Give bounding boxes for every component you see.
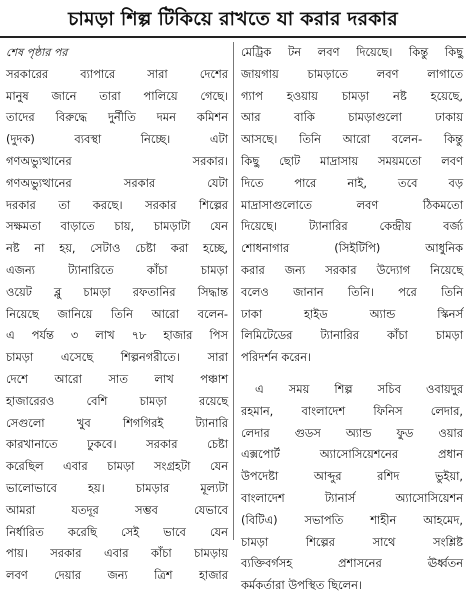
- text-line: গ্যাপ হওয়ায় চামড়া নষ্ট হয়েছে,: [241, 88, 463, 103]
- text-line: মানুষ জানে তারা পালিয়ে গেছে।: [6, 88, 228, 103]
- text-line: পরিদর্শন করেন।: [241, 350, 312, 365]
- text-line: নিয়েছে জানিয়ে তিনি আরো বলেন-: [6, 306, 228, 321]
- text-line: হাজারেরও বেশি চামড়া রয়েছে: [6, 393, 228, 408]
- text-line: সরকারের ব্যাপারে সারা দেশের: [6, 66, 228, 81]
- text-line: করেছিল এবার চামড়া সংগ্রহটা যেন: [6, 459, 228, 474]
- text-line: মাদ্রাসাগুলোতে লবণ ঠিকমতো: [241, 197, 463, 212]
- text-line: নির্ধারিত করেছি সেই ভাবে যেন: [6, 524, 228, 539]
- text-line: জায়গায় চামড়াতে লবণ লাগাতে: [241, 66, 463, 81]
- text-line: ওয়েট ব্লু চামড়া রফতানির সিদ্ধান্ত: [6, 284, 228, 299]
- text-line: আর বাকি চামড়াগুলো ঢাকায়: [241, 110, 463, 125]
- text-line: কিছু ছোট মাদ্রাসায় সময়মতো লবণ: [241, 153, 463, 168]
- text-line: এক্সপোর্ট অ্যাসোসিয়েশনের প্রধান: [241, 447, 463, 462]
- text-line: সেগুলো খুব শিগগিরই ট্যানারি: [6, 415, 228, 430]
- text-line: বলেও জানান তিনি। পরে তিনি: [241, 284, 463, 299]
- text-line: কারখানাতে ঢুকবে। সরকার চেষ্টা: [6, 437, 228, 452]
- text-line: ভালোভাবে হয়। চামড়ার মূল্যটা: [6, 480, 228, 495]
- text-line: ঢাকা হাইড অ্যান্ড স্কিনর্স: [241, 306, 463, 321]
- text-line: পায়। সরকার এবার কাঁচা চামড়ায়: [6, 546, 228, 561]
- text-line: নষ্ট না হয়, সেটাও চেষ্টা করা হচ্ছে,: [6, 241, 228, 256]
- text-line: করার জন্য সরকার উদ্যোগ নিয়েছে: [241, 262, 463, 277]
- text-line: গণঅভ্যুত্থানের সরকার।: [6, 153, 228, 168]
- text-line: লবণ দেয়ার জন্য ত্রিশ হাজার: [6, 568, 228, 583]
- text-line: এ পর্যন্ত ৩ লাখ ৭৮ হাজার পিস: [6, 328, 228, 343]
- text-line: তাদের বিরুদ্ধে দুর্নীতি দমন কমিশন: [6, 110, 228, 125]
- text-line: ব্যক্তিবর্গসহ প্রশাসনের ঊর্ধ্বতন: [241, 556, 463, 571]
- text-line: আসছে। তিনি আরো বলেন- কিন্তু: [241, 132, 463, 147]
- text-line: দিয়েছে। ট্যানারির কেন্দ্রীয় বর্জ্য: [241, 219, 463, 234]
- text-line: আমরা যতদূর সম্ভব যেভাবে: [6, 502, 228, 517]
- column-divider: [233, 42, 234, 540]
- text-line: উপদেষ্টা আব্দুর রশিদ ভুইয়া,: [241, 469, 463, 484]
- text-line: দিতে পারে নাই, তবে বড়: [241, 175, 463, 190]
- text-line: শোধনাগার (সিইটিপি) আধুনিক: [241, 241, 463, 256]
- right-column: [241, 42, 463, 593]
- paragraph-spacer: [241, 369, 463, 379]
- text-line: (দুদক) ব্যবস্থা নিচ্ছে। এটা: [6, 132, 228, 147]
- text-line: চামড়া এসেছে শিল্পনগরীতে। সারা: [6, 350, 228, 365]
- text-line: দেশে আরো সাত লাখ পঞ্চাশ: [6, 371, 228, 386]
- article-headline: চামড়া শিল্প টিকিয়ে রাখতে যা করার দরকার: [0, 0, 466, 38]
- text-line: রহমান, বাংলাদেশ ফিনিস লেদার,: [241, 403, 463, 418]
- byline: শেষ পৃষ্ঠার পর: [6, 46, 68, 59]
- text-line: এ সময় শিল্প সচিব ওবায়দুর: [255, 381, 463, 396]
- text-line: গণঅভ্যুত্থানের সরকার যেটা: [6, 175, 228, 190]
- text-line: দরকার তা করছে। সরকার শিল্পের: [6, 197, 228, 212]
- text-line: কর্মকর্তারা উপস্থিত ছিলেন।: [241, 578, 362, 593]
- text-line: বাংলাদেশ ট্যানার্স অ্যাসোসিয়েশন: [241, 490, 463, 505]
- text-line: এজন্য ট্যানারিতে কাঁচা চামড়া: [6, 262, 228, 277]
- text-line: লেদার গুডস অ্যান্ড ফুড ওয়ার: [241, 425, 463, 440]
- text-line: লিমিটেডের ট্যানারির কাঁচা চামড়া: [241, 328, 463, 343]
- text-line: সক্ষমতা বাড়াতে চায়, চামড়াটা যেন: [6, 219, 228, 234]
- text-line: মেট্রিক টন লবণ দিয়েছে। কিন্তু কিছু: [241, 45, 463, 59]
- text-line: (বিটিএ) সভাপতি শাহীন আহমেদ,: [241, 512, 463, 527]
- left-column: [6, 42, 228, 583]
- text-line: চামড়া শিল্পের সাথে সংশ্লিষ্ট: [241, 534, 463, 549]
